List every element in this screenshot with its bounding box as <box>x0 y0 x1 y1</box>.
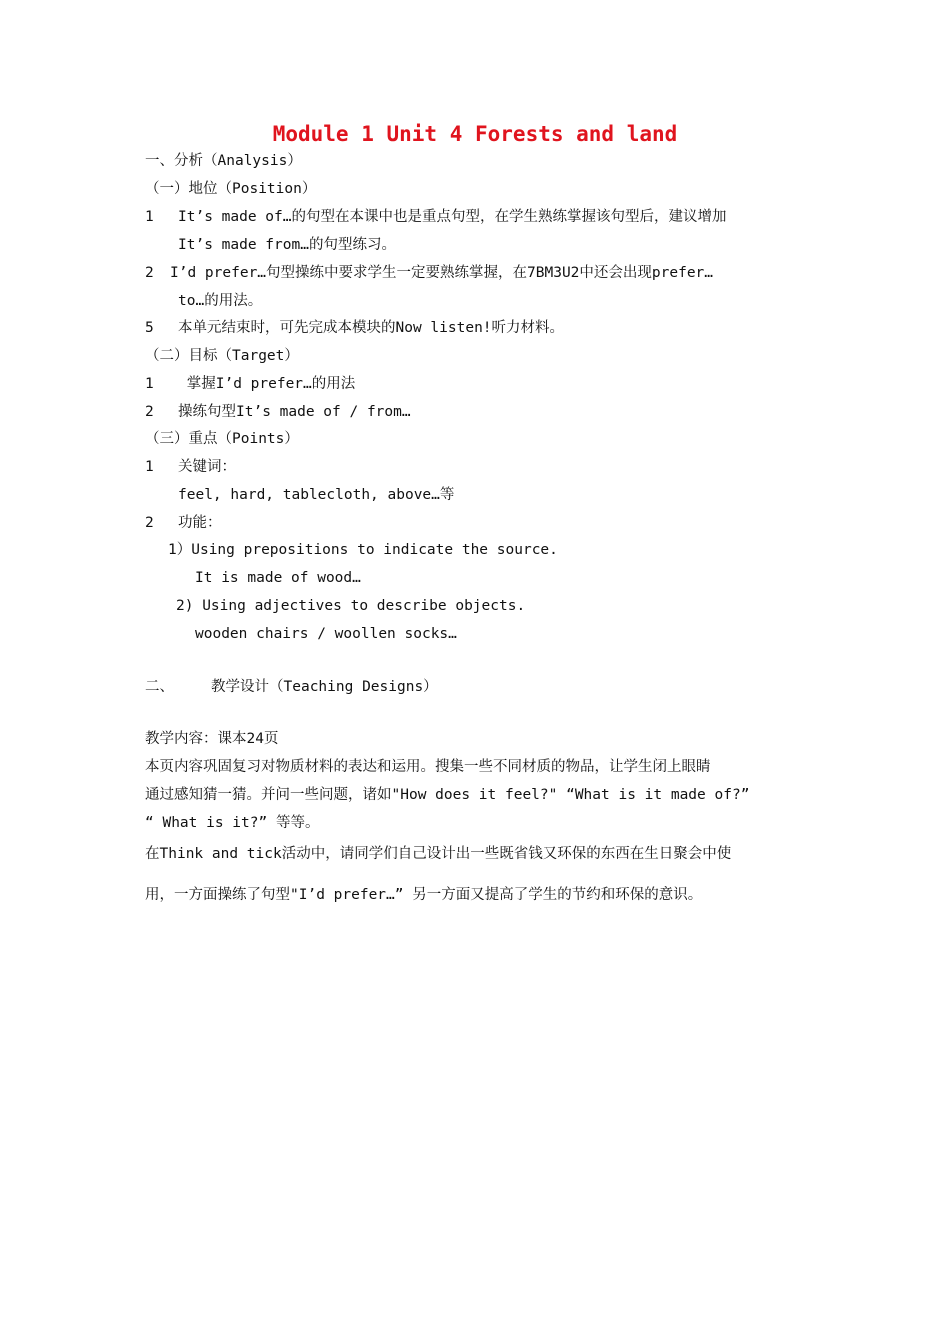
points-heading: （三）重点（Points） <box>145 431 299 447</box>
item-text: 功能： <box>178 515 222 531</box>
item-number: 2 <box>145 515 154 531</box>
paragraph-1-line-3: “ What is it?” 等等。 <box>145 815 320 831</box>
item-text: 本单元结束时，可先完成本模块的Now listen!听力材料。 <box>178 320 565 336</box>
item-number: 1 <box>145 209 154 225</box>
position-item-5 <box>145 318 564 338</box>
design-heading-text: 教学设计（Teaching Designs） <box>211 679 438 695</box>
paragraph-1-line-1: 本页内容巩固复习对物质材料的表达和运用。搜集一些不同材质的物品，让学生闭上眼睛 <box>145 759 711 775</box>
item-number: 1 <box>145 459 154 475</box>
document-title: Module 1 Unit 4 Forests and land <box>272 122 678 146</box>
target-item-1 <box>145 374 355 394</box>
position-item-1-cont: It’s made from…的句型练习。 <box>178 237 396 253</box>
paragraph-1-line-2: 通过感知猜一猜。并问一些问题，诸如"How does it feel?" “What is it made of?” <box>145 787 750 803</box>
function-2-example: wooden chairs / woollen socks… <box>195 626 457 642</box>
points-item-2 <box>145 513 222 533</box>
item-number: 1 <box>145 376 154 392</box>
points-item-1 <box>145 457 236 477</box>
paragraph-2-line-2: 用，一方面操练了句型"I’d prefer…” 另一方面又提高了学生的节约和环保的意识。 <box>145 887 703 903</box>
target-item-2 <box>145 402 411 422</box>
item-number: 5 <box>145 320 154 336</box>
paragraph-2-line-1: 在Think and tick活动中，请同学们自己设计出一些既省钱又环保的东西在生日聚会中使 <box>145 846 732 862</box>
position-item-1 <box>145 207 726 227</box>
item-text: I’d prefer…句型操练中要求学生一定要熟练掌握，在7BM3U2中还会出现prefer… <box>170 265 714 281</box>
item-number: 2 <box>145 404 154 420</box>
function-2-label: 2) Using adjectives to describe objects. <box>176 598 526 614</box>
function-1-label: 1）Using prepositions to indicate the source. <box>168 542 558 558</box>
design-heading <box>145 677 438 697</box>
target-heading: （二）目标（Target） <box>145 348 299 364</box>
item-number: 2 <box>145 265 154 281</box>
design-heading-number: 二、 <box>145 679 174 695</box>
position-item-2 <box>145 263 713 283</box>
position-item-2-cont: to…的用法。 <box>178 293 263 309</box>
keywords-list: feel, hard, tablecloth, above…等 <box>178 487 455 503</box>
position-heading: （一）地位（Position） <box>145 181 317 197</box>
item-text: 操练句型It’s made of / from… <box>178 404 411 420</box>
item-text: 关键词： <box>178 459 236 475</box>
item-text: It’s made of…的句型在本课中也是重点句型，在学生熟练掌握该句型后，建议增加 <box>178 209 727 225</box>
content-label: 教学内容：课本24页 <box>145 731 279 747</box>
item-text: 掌握I’d prefer…的用法 <box>178 376 356 392</box>
function-1-example: It is made of wood… <box>195 570 361 586</box>
analysis-heading: 一、分析（Analysis） <box>145 153 302 169</box>
